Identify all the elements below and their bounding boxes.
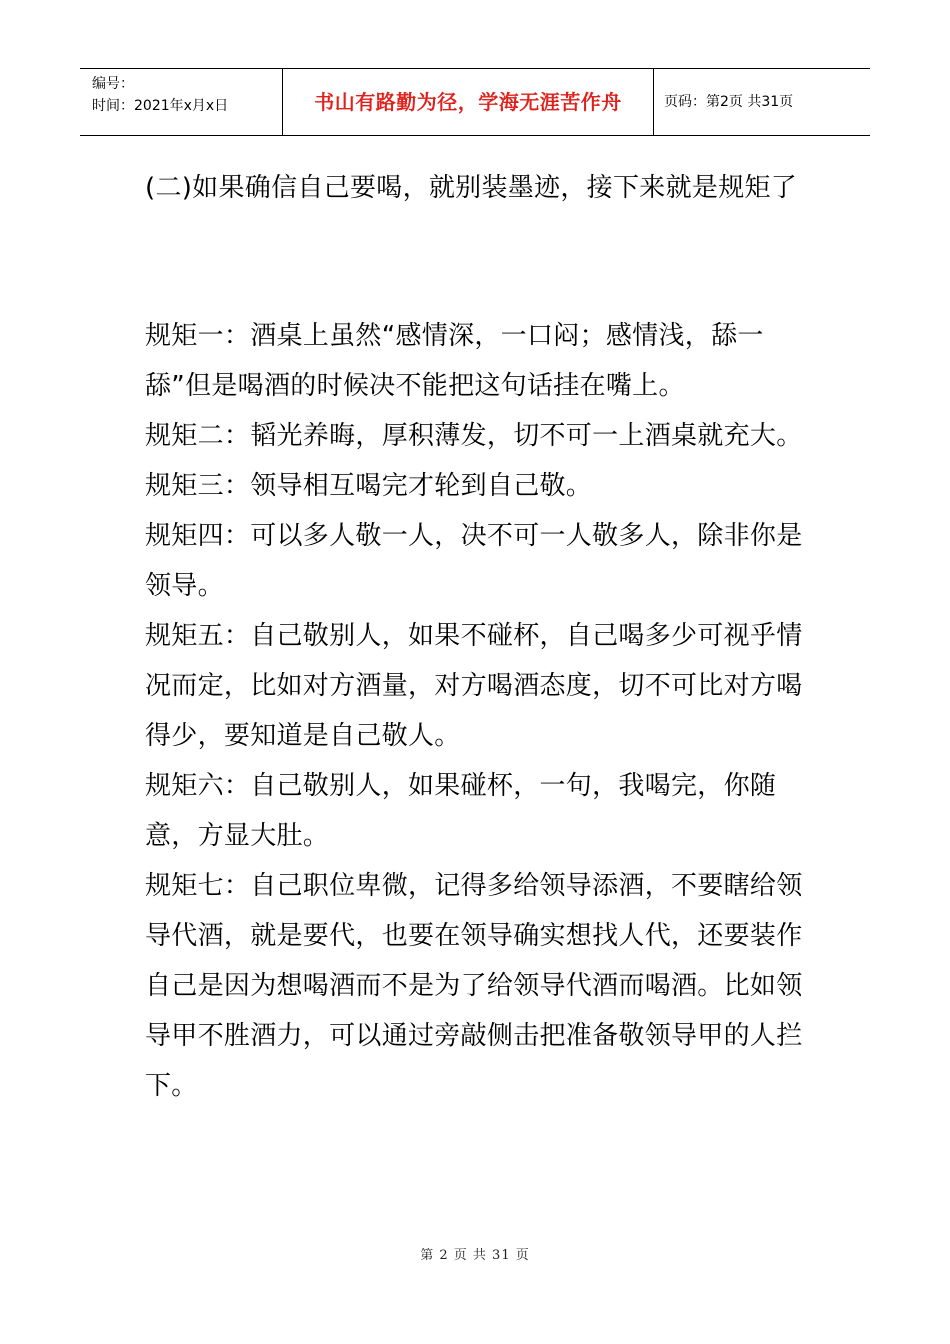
page-footer: 第 2 页 共 31 页 [420,1248,530,1263]
rule-paragraph: 规矩二：韬光养晦，厚积薄发，切不可一上酒桌就充大。 [145,421,803,451]
header-motto: 书山有路勤为径，学海无涯苦作舟 [282,69,654,135]
document-body [145,163,810,1111]
rule-paragraph: 规矩四：可以多人敬一人，决不可一人敬多人，除非你是领导。 [145,521,803,601]
rule-paragraph: 规矩六：自己敬别人，如果碰杯，一句，我喝完，你随意，方显大肚。 [145,771,777,851]
document-time-label: 时间：2021年x月x日 [92,98,229,114]
section-heading: (二)如果确信自己要喝，就别装墨迹，接下来就是规矩了 [145,173,798,203]
page-header [80,68,870,136]
header-meta [80,69,282,135]
spacer [145,213,810,311]
header-page-info: 页码：第2页 共31页 [664,94,794,110]
rule-paragraph: 规矩三：领导相互喝完才轮到自己敬。 [145,471,593,501]
document-number-label: 编号： [92,76,134,92]
rule-paragraph: 规矩五：自己敬别人，如果不碰杯，自己喝多少可视乎情况而定，比如对方酒量，对方喝酒态度，切不可比对方喝得少，要知道是自己敬人。 [145,621,803,751]
rule-paragraph: 规矩一：酒桌上虽然“感情深，一口闷；感情浅，舔一舔”但是喝酒的时候决不能把这句话挂在嘴上。 [145,321,764,401]
rule-paragraph: 规矩七：自己职位卑微，记得多给领导添酒，不要瞎给领导代酒，就是要代，也要在领导确实想找人代，还要装作自己是因为想喝酒而不是为了给领导代酒而喝酒。比如领导甲不胜酒力，可以通过旁敲侧击把准备敬领导甲的人拦下。 [145,871,803,1101]
